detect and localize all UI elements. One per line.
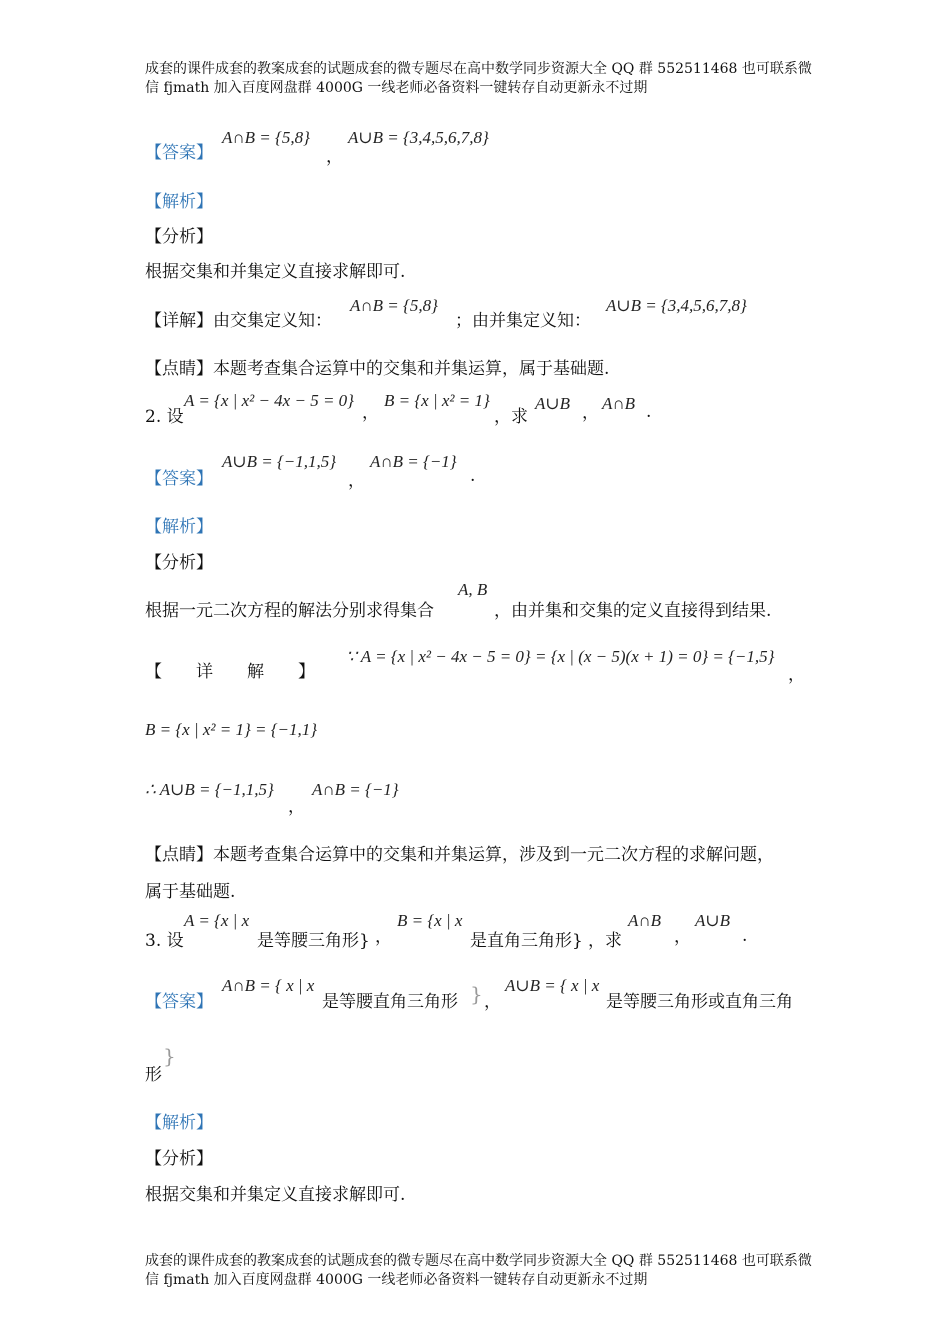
q2-detail-line-3a: ∴ A∪B = {−1,1,5} xyxy=(145,780,274,799)
q3-answer-math-1: A∩B = { x | x xyxy=(222,976,315,995)
q2-dianjing-text: 本题考查集合运算中的交集和并集运算，涉及到一元二次方程的求解问题， xyxy=(213,845,774,865)
q2-set-a: A = {x | x² − 4x − 5 = 0} xyxy=(184,391,354,410)
q1-fenxi-text: 根据交集和并集定义直接求解即可. xyxy=(145,262,406,282)
q1-xiangjie-line xyxy=(145,306,332,331)
q2-xiangjie-char-2: 解 xyxy=(247,662,264,682)
q1-xiangjie-text-1: 由交集定义知： xyxy=(213,311,332,331)
q3-fenxi-tag: 【分析】 xyxy=(145,1149,213,1169)
q2-end: . xyxy=(646,402,652,422)
q3-set-a-text: 是等腰三角形} xyxy=(257,931,370,951)
q1-xiangjie-text-2: ；由并集定义知： xyxy=(455,311,591,331)
q3-answer-sep: ， xyxy=(484,992,501,1012)
q1-fenxi-tag: 【分析】 xyxy=(145,227,213,247)
q3-answer-text-1: 是等腰直角三角形 xyxy=(322,992,458,1012)
q3-union: A∪B xyxy=(695,911,731,930)
q3-sep-1: ， xyxy=(375,927,392,947)
q1-answer-sep: ， xyxy=(326,147,343,167)
q2-text-qiu: ，求 xyxy=(494,407,528,427)
q1-dianjing-text: 本题考查集合运算中的交集和并集运算，属于基础题. xyxy=(213,359,610,379)
q2-fenxi-math: A, B xyxy=(458,580,488,599)
xiangjie-tag: 【详解】 xyxy=(145,311,213,331)
q2-fenxi-text-2: ，由并集和交集的定义直接得到结果. xyxy=(494,601,772,621)
q2-sep-1: ， xyxy=(362,403,379,423)
q2-set-b: B = {x | x² = 1} xyxy=(384,391,490,410)
q2-xiangjie-char-1: 详 xyxy=(196,662,213,682)
q2-dianjing-text-2: 属于基础题. xyxy=(145,882,236,902)
q2-answer-end: . xyxy=(470,466,476,486)
q3-end: . xyxy=(742,926,748,946)
q3-answer-text-2: 是等腰三角形或直角三角 xyxy=(606,992,793,1012)
q3-text-qiu: ，求 xyxy=(588,931,622,951)
q2-detail-line-2: B = {x | x² = 1} = {−1,1} xyxy=(145,720,318,739)
answer-tag: 【答案】 xyxy=(145,143,213,163)
q3-answer-wrap: 形 xyxy=(145,1065,162,1085)
q3-sep-2: ， xyxy=(674,927,691,947)
q3-answer-tag: 【答案】 xyxy=(145,992,213,1012)
q3-inter: A∩B xyxy=(628,911,662,930)
q1-xiangjie-math-1: A∩B = {5,8} xyxy=(350,296,438,315)
q2-inter: A∩B xyxy=(602,394,636,413)
q1-answer-math-1: A∩B = {5,8} xyxy=(222,128,310,147)
page-header xyxy=(145,60,815,98)
footer-line-1: 成套的课件成套的教案成套的试题成套的微专题尽在高中数学同步资源大全 QQ 群 552511468 也可联系微 xyxy=(145,1253,812,1269)
q3-fenxi-text: 根据交集和并集定义直接求解即可. xyxy=(145,1185,406,1205)
q1-xiangjie-math-2: A∪B = {3,4,5,6,7,8} xyxy=(606,296,747,315)
q3-prefix: 3. 设 xyxy=(145,931,184,951)
dianjing-tag: 【点睛】 xyxy=(145,359,213,379)
q2-answer-sep: ， xyxy=(348,471,365,491)
q3-set-b-math: B = {x | x xyxy=(397,911,463,930)
q2-xiangjie-bracket-open: 【 xyxy=(145,662,162,682)
q2-answer-math-1: A∪B = {−1,1,5} xyxy=(222,452,337,471)
q1-dianjing-line xyxy=(145,354,609,379)
q2-fenxi-text-1: 根据一元二次方程的解法分别求得集合 xyxy=(145,601,434,621)
q2-answer-math-2: A∩B = {−1} xyxy=(370,452,457,471)
q3-answer-close-2: } xyxy=(163,1044,176,1068)
q2-detail-line-3-sep: ， xyxy=(288,797,305,817)
q2-detail-line-3b: A∩B = {−1} xyxy=(312,780,399,799)
q2-detail-line-1: ∵ A = {x | x² − 4x − 5 = 0} = {x | (x − 5)(x + 1) = 0} = {−1,5} xyxy=(346,647,775,666)
q1-answer-math-2: A∪B = {3,4,5,6,7,8} xyxy=(348,128,489,147)
q3-set-b-text: 是直角三角形} xyxy=(470,931,583,951)
q1-answer-line xyxy=(145,138,213,163)
q3-answer-close-1: } xyxy=(470,982,483,1006)
footer-line-2: 信 fjmath 加入百度网盘群 4000G 一线老师必备资料一键转存自动更新永不过期 xyxy=(145,1272,648,1288)
q3-set-a-math: A = {x | x xyxy=(184,911,250,930)
header-line-2: 信 fjmath 加入百度网盘群 4000G 一线老师必备资料一键转存自动更新永不过期 xyxy=(145,80,648,96)
q3-answer-math-2: A∪B = { x | x xyxy=(505,976,600,995)
q2-fenxi-tag: 【分析】 xyxy=(145,553,213,573)
q2-union: A∪B xyxy=(535,394,571,413)
dianjing-tag: 【点睛】 xyxy=(145,845,213,865)
q3-jiexi-tag: 【解析】 xyxy=(145,1113,213,1133)
q2-sep-2: ， xyxy=(582,403,599,423)
page-footer xyxy=(145,1252,815,1290)
q2-prefix: 2. 设 xyxy=(145,407,184,427)
q2-answer-tag: 【答案】 xyxy=(145,469,213,489)
q2-dianjing-line xyxy=(145,840,774,865)
q2-xiangjie-bracket-close: 】 xyxy=(298,662,315,682)
header-line-1: 成套的课件成套的教案成套的试题成套的微专题尽在高中数学同步资源大全 QQ 群 552511468 也可联系微 xyxy=(145,61,812,77)
q2-detail-line-1-end: ， xyxy=(788,665,805,685)
q2-jiexi-tag: 【解析】 xyxy=(145,517,213,537)
q1-jiexi-tag: 【解析】 xyxy=(145,192,213,212)
